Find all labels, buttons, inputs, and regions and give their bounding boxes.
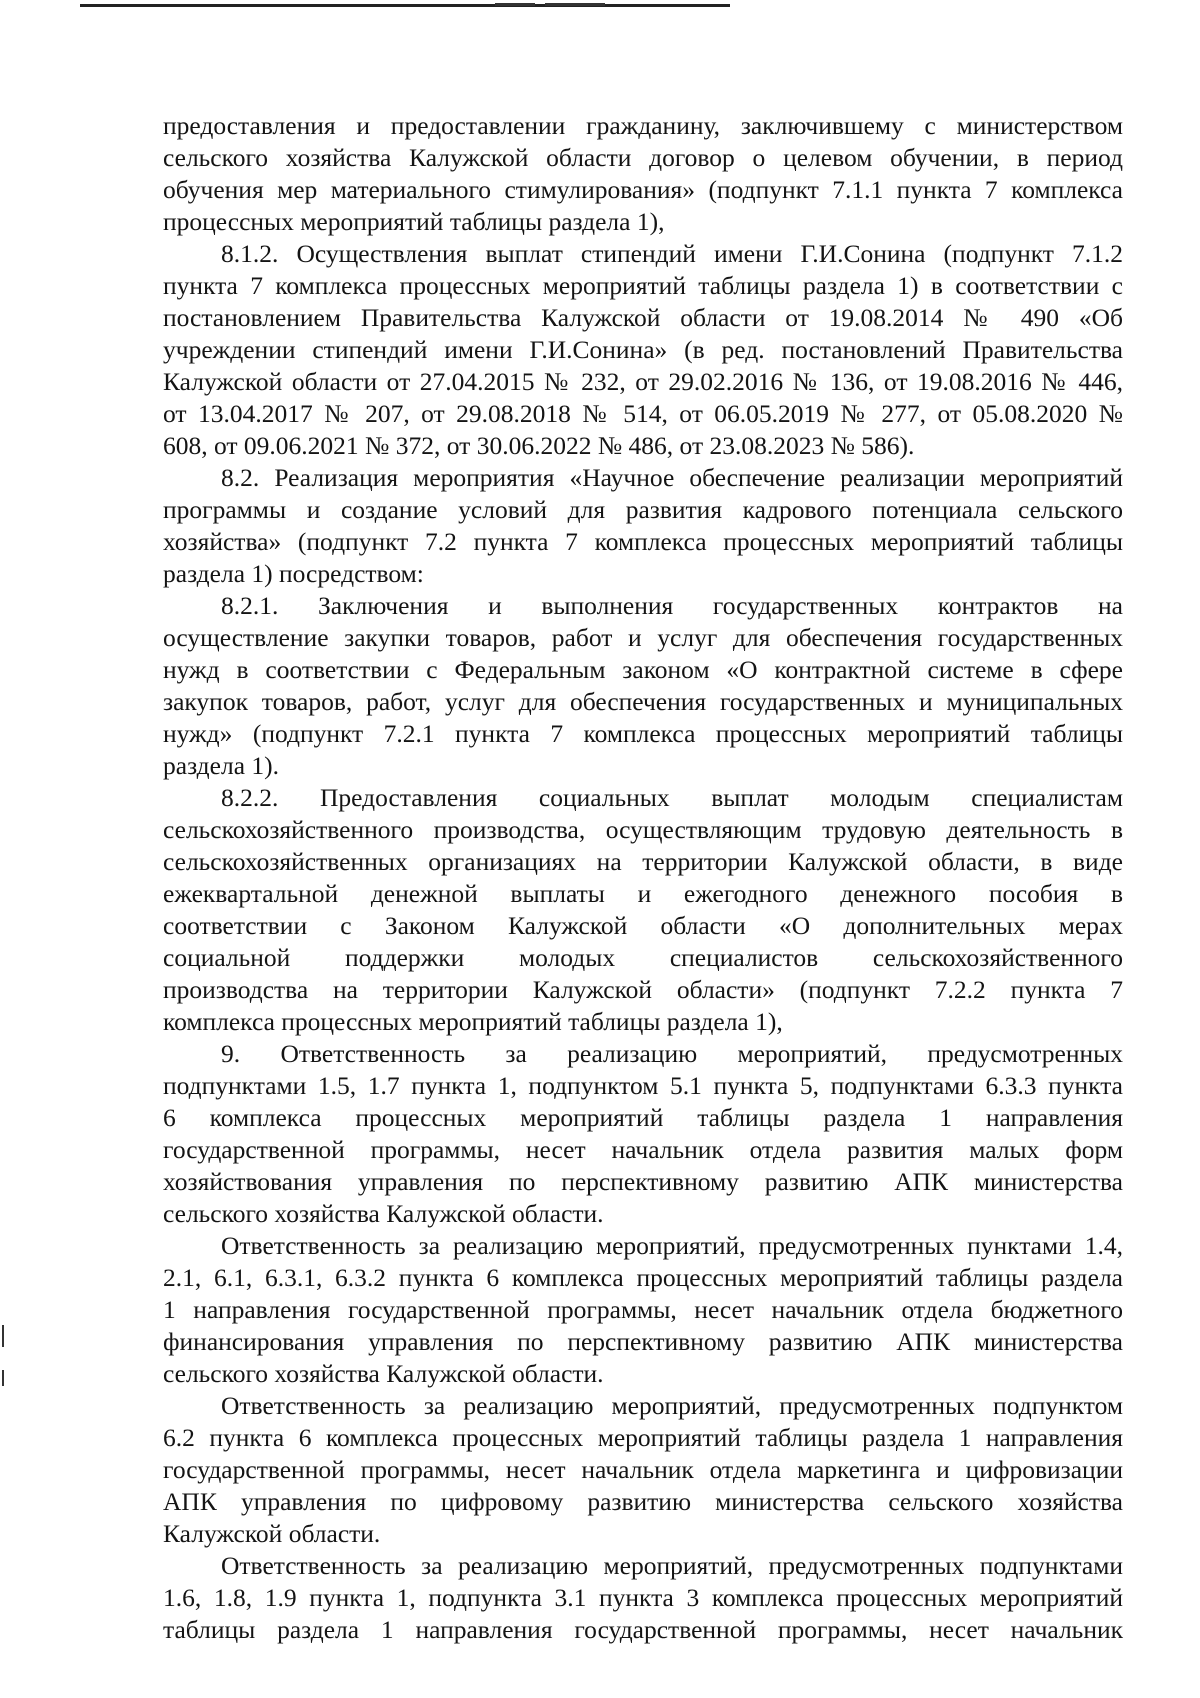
document-page [163, 110, 1123, 1646]
scan-margin-mark [2, 1370, 4, 1386]
text-line: хозяйства» (подпункт 7.2 пункта 7 комплекса процессных мероприятий таблицы [163, 527, 1123, 556]
text-line: Калужской области. [163, 1519, 381, 1548]
text-line: сельскохозяйственного производства, осуществляющим трудовую деятельность в [163, 815, 1123, 844]
scan-border-line [80, 4, 730, 7]
scan-margin-mark [2, 1325, 4, 1347]
text-line: хозяйствования управления по перспективному развитию АПК министерства [163, 1167, 1123, 1196]
text-line: таблицы раздела 1 направления государственной программы, несет начальник [163, 1615, 1123, 1644]
text-line: Ответственность за реализацию мероприятий, предусмотренных пунктами 1.4, [221, 1231, 1123, 1260]
text-line: производства на территории Калужской области» (подпункт 7.2.2 пункта 7 [163, 975, 1123, 1004]
scan-border-dash [495, 3, 535, 6]
text-line: постановлением Правительства Калужской области от 19.08.2014 № 490 «Об [163, 303, 1123, 332]
text-line: 8.2.1. Заключения и выполнения государственных контрактов на [221, 591, 1123, 620]
text-line: пункта 7 комплекса процессных мероприятий таблицы раздела 1) в соответствии с [163, 271, 1123, 300]
text-line: государственной программы, несет начальник отдела маркетинга и цифровизации [163, 1455, 1123, 1484]
text-line: финансирования управления по перспективному развитию АПК министерства [163, 1327, 1123, 1356]
text-line: 8.2. Реализация мероприятия «Научное обеспечение реализации мероприятий [221, 463, 1123, 492]
text-line: комплекса процессных мероприятий таблицы раздела 1), [163, 1007, 783, 1036]
text-line: АПК управления по цифровому развитию министерства сельского хозяйства [163, 1487, 1123, 1516]
text-line: сельского хозяйства Калужской области договор о целевом обучении, в период [163, 143, 1123, 172]
text-line: подпунктами 1.5, 1.7 пункта 1, подпунктом 5.1 пункта 5, подпунктами 6.3.3 пункта [163, 1071, 1123, 1100]
text-line: государственной программы, несет начальник отдела развития малых форм [163, 1135, 1123, 1164]
text-line: раздела 1). [163, 751, 280, 780]
text-line: нужд» (подпункт 7.2.1 пункта 7 комплекса процессных мероприятий таблицы [163, 719, 1123, 748]
text-line: 8.1.2. Осуществления выплат стипендий имени Г.И.Сонина (подпункт 7.1.2 [221, 239, 1123, 268]
text-line: закупок товаров, работ, услуг для обеспечения государственных и муниципальных [163, 687, 1123, 716]
text-line: сельскохозяйственных организациях на территории Калужской области, в виде [163, 847, 1123, 876]
text-line: 608, от 09.06.2021 № 372, от 30.06.2022 № 486, от 23.08.2023 № 586). [163, 431, 915, 460]
text-line: 2.1, 6.1, 6.3.1, 6.3.2 пункта 6 комплекса процессных мероприятий таблицы раздела [163, 1263, 1123, 1292]
text-line: 1 направления государственной программы, несет начальник отдела бюджетного [163, 1295, 1123, 1324]
text-line: 6 комплекса процессных мероприятий таблицы раздела 1 направления [163, 1103, 1123, 1132]
text-line: соответствии с Законом Калужской области «О дополнительных мерах [163, 911, 1123, 940]
text-line: от 13.04.2017 № 207, от 29.08.2018 № 514, от 06.05.2019 № 277, от 05.08.2020 № [163, 399, 1123, 428]
text-line: нужд в соответствии с Федеральным законом «О контрактной системе в сфере [163, 655, 1123, 684]
text-line: сельского хозяйства Калужской области. [163, 1359, 604, 1388]
text-line: Ответственность за реализацию мероприятий, предусмотренных подпунктом [221, 1391, 1123, 1420]
text-line: обучения мер материального стимулирования» (подпункт 7.1.1 пункта 7 комплекса [163, 175, 1123, 204]
text-line: процессных мероприятий таблицы раздела 1), [163, 207, 665, 236]
text-line: программы и создание условий для развития кадрового потенциала сельского [163, 495, 1123, 524]
text-line: Ответственность за реализацию мероприятий, предусмотренных подпунктами [221, 1551, 1123, 1580]
text-line: 9. Ответственность за реализацию мероприятий, предусмотренных [221, 1039, 1123, 1068]
text-line: осуществление закупки товаров, работ и услуг для обеспечения государственных [163, 623, 1123, 652]
text-line: раздела 1) посредством: [163, 559, 424, 588]
text-line: ежеквартальной денежной выплаты и ежегодного денежного пособия в [163, 879, 1123, 908]
scan-border-dash [545, 3, 605, 6]
text-line: 1.6, 1.8, 1.9 пункта 1, подпункта 3.1 пункта 3 комплекса процессных мероприятий [163, 1583, 1123, 1612]
text-line: Калужской области от 27.04.2015 № 232, от 29.02.2016 № 136, от 19.08.2016 № 446, [163, 367, 1123, 396]
text-line: 6.2 пункта 6 комплекса процессных мероприятий таблицы раздела 1 направления [163, 1423, 1123, 1452]
text-line: 8.2.2. Предоставления социальных выплат молодым специалистам [221, 783, 1123, 812]
text-line: сельского хозяйства Калужской области. [163, 1199, 604, 1228]
text-line: предоставления и предоставлении гражданину, заключившему с министерством [163, 111, 1123, 140]
text-line: социальной поддержки молодых специалистов сельскохозяйственного [163, 943, 1123, 972]
text-line: учреждении стипендий имени Г.И.Сонина» (в ред. постановлений Правительства [163, 335, 1123, 364]
